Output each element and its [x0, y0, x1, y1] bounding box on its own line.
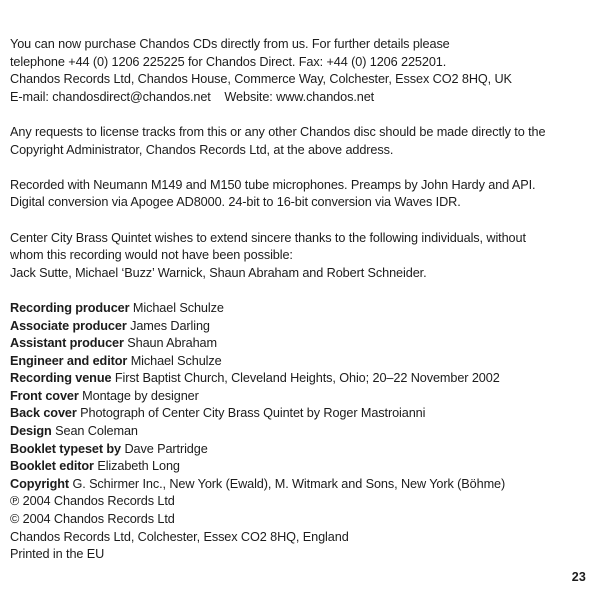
credit-row — [10, 423, 596, 441]
thanks-paragraph — [10, 230, 596, 283]
printed-line: Printed in the EU — [10, 547, 105, 562]
page-content — [10, 36, 596, 564]
credit-value: Shaun Abraham — [127, 336, 217, 351]
credit-label: Associate producer — [10, 318, 127, 333]
credit-value: James Darling — [130, 318, 210, 333]
credit-row — [10, 370, 596, 388]
intro-line: Chandos Records Ltd, Chandos House, Commerce Way, Colchester, Essex CO2 8HQ, UK — [10, 72, 512, 87]
credit-value: Sean Coleman — [55, 424, 138, 439]
licensing-line: Any requests to license tracks from this or any other Chandos disc should be made directly to the — [10, 124, 546, 139]
page-number: 23 — [571, 570, 586, 584]
copyright-line: © 2004 Chandos Records Ltd — [10, 512, 175, 527]
credit-row — [10, 300, 596, 318]
credit-row — [10, 353, 596, 371]
recording-note-paragraph — [10, 177, 596, 212]
credit-label: Booklet typeset by — [10, 441, 122, 456]
credit-value: Michael Schulze — [132, 300, 224, 315]
credit-value: G. Schirmer Inc., New York (Ewald), M. Witmark and Sons, New York (Böhme) — [72, 476, 506, 491]
intro-paragraph — [10, 36, 596, 106]
credit-value: Michael Schulze — [130, 353, 222, 368]
thanks-line: Jack Sutte, Michael ‘Buzz’ Warnick, Shaun Abraham and Robert Schneider. — [10, 265, 427, 280]
credit-row — [10, 458, 596, 476]
recording-note-line: Recorded with Neumann M149 and M150 tube microphones. Preamps by John Hardy and API. — [10, 177, 536, 192]
imprint-lines — [10, 493, 596, 563]
credit-label: Copyright — [10, 476, 70, 491]
credits-list — [10, 300, 596, 494]
credit-row — [10, 388, 596, 406]
credit-row — [10, 476, 596, 494]
intro-line-contact: E-mail: chandosdirect@chandos.net Website: www.chandos.net — [10, 89, 375, 104]
credit-row — [10, 335, 596, 353]
credit-value: Montage by designer — [82, 388, 199, 403]
thanks-line: whom this recording would not have been possible: — [10, 248, 293, 263]
credit-row — [10, 405, 596, 423]
credit-label: Recording venue — [10, 371, 112, 386]
thanks-line: Center City Brass Quintet wishes to extend sincere thanks to the following individuals, without — [10, 230, 526, 245]
intro-line: telephone +44 (0) 1206 225225 for Chandos Direct. Fax: +44 (0) 1206 225201. — [10, 54, 447, 69]
credit-value: Elizabeth Long — [97, 459, 180, 474]
credit-row — [10, 441, 596, 459]
credit-row — [10, 318, 596, 336]
credit-label: Back cover — [10, 406, 77, 421]
credit-label: Assistant producer — [10, 336, 124, 351]
credit-value: First Baptist Church, Cleveland Heights, Ohio; 20–22 November 2002 — [114, 371, 500, 386]
credit-label: Design — [10, 424, 52, 439]
intro-line: You can now purchase Chandos CDs directly from us. For further details please — [10, 37, 450, 51]
address-line: Chandos Records Ltd, Colchester, Essex CO2 8HQ, England — [10, 529, 349, 544]
licensing-line: Copyright Administrator, Chandos Records Ltd, at the above address. — [10, 142, 394, 157]
credit-value: Photograph of Center City Brass Quintet by Roger Mastroianni — [80, 406, 426, 421]
credit-label: Recording producer — [10, 300, 130, 315]
credit-label: Engineer and editor — [10, 353, 128, 368]
credit-value: Dave Partridge — [124, 441, 208, 456]
credit-label: Booklet editor — [10, 459, 94, 474]
phonogram-copyright-line: ℗ 2004 Chandos Records Ltd — [10, 494, 175, 509]
credit-label: Front cover — [10, 388, 79, 403]
recording-note-line: Digital conversion via Apogee AD8000. 24-bit to 16-bit conversion via Waves IDR. — [10, 195, 461, 210]
licensing-paragraph — [10, 124, 596, 159]
